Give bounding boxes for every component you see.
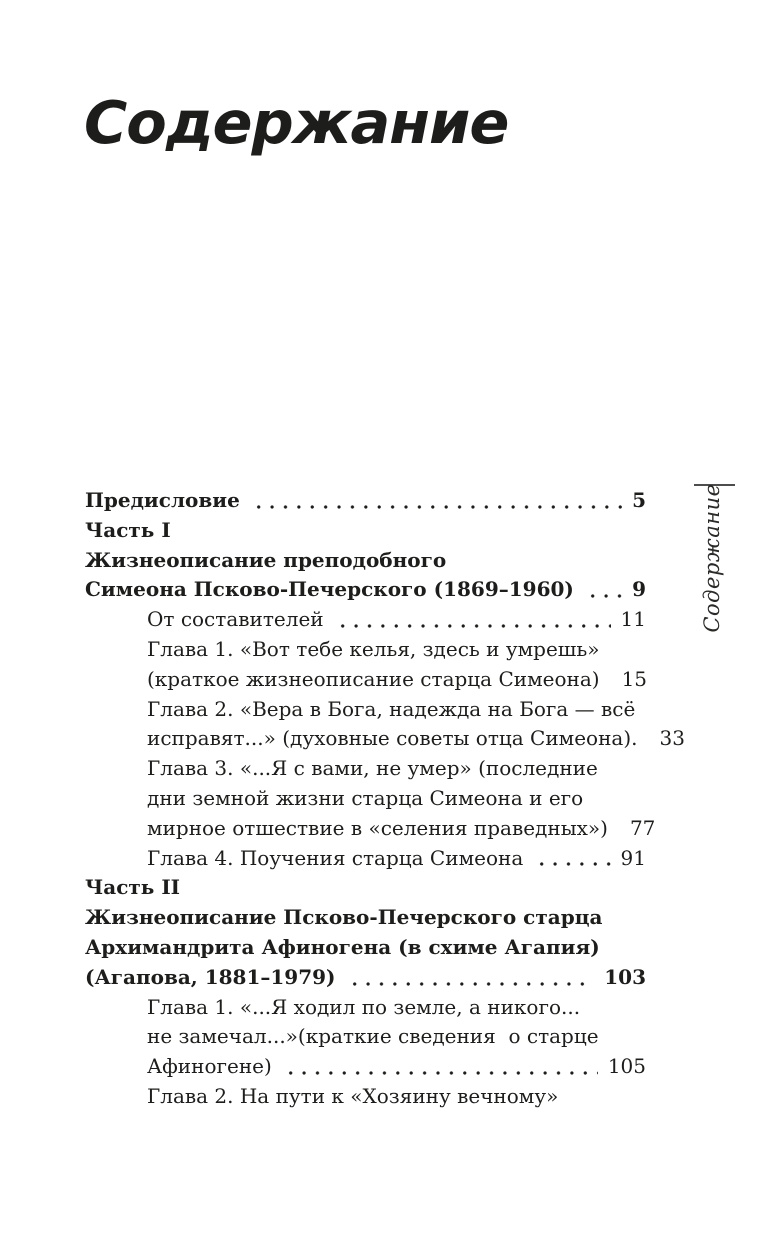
toc-entry [85,486,646,516]
toc-entry-label: Афиногене) [147,1054,272,1079]
toc-list [85,486,685,1112]
toc-entry [85,754,646,784]
page-edge-running-title: Содержание [700,483,724,633]
toc-entry [85,963,646,993]
dot-leader [348,979,595,989]
toc-entry [85,993,646,1023]
toc-entry [85,933,646,963]
toc-entry-label: (Агапова, 1881–1979) [85,964,336,989]
toc-entry [85,546,646,576]
toc-entry [85,1082,646,1112]
toc-entry [85,695,646,725]
toc-entry-label: Архимандрита Афиногена (в схиме Агапия) [85,934,600,959]
toc-entry-label: мирное отшествие в «селения праведных») [147,815,608,840]
toc-entry-label: От составителей [147,607,324,632]
toc-entry-page-number: 77 [629,815,656,840]
toc-entry [85,575,646,605]
toc-entry-label: Глава 2. На пути к «Хозяину вечному» [147,1083,559,1108]
dot-leader [252,502,622,512]
toc-entry-page-number: 5 [632,488,646,512]
toc-entry-label: Часть I [85,517,171,542]
toc-entry-page-number: 9 [632,577,646,602]
page-title: Содержание [84,88,509,157]
toc-entry-label: дни земной жизни старца Симеона и его [147,785,584,810]
toc-entry [85,635,646,665]
toc-entry-page-number: 103 [604,964,646,989]
toc-entry-page-number: 15 [621,666,648,691]
toc-entry-label: не замечал...»(краткие сведения о старце [147,1024,599,1049]
toc-entry-label: исправят...» (духовные советы отца Симеона). [147,726,638,751]
toc-entry-page-number: 33 [659,726,685,751]
toc-entry-label: Глава 1. «...Я ходил по земле, а никого... [147,994,581,1019]
toc-entry [85,1052,646,1082]
toc-entry-label: Глава 2. «Вера в Бога, надежда на Бога — всё [147,696,636,721]
toc-entry [85,1022,646,1052]
toc-entry-label: Жизнеописание Псково-Печерского старца [85,905,603,930]
toc-entry-page-number: 91 [620,845,646,870]
toc-entry-page-number: 105 [607,1054,646,1079]
dot-leader [336,621,611,631]
toc-entry-label: Симеона Псково-Печерского (1869–1960) [85,577,574,602]
toc-entry-label: Предисловие [85,488,240,512]
toc-entry-label: (краткое жизнеописание старца Симеона) [147,666,600,691]
toc-entry [85,903,646,933]
toc-entry [85,814,656,844]
toc-entry-label: Часть II [85,875,181,900]
dot-leader [284,1068,598,1078]
toc-entry-label: Жизнеописание преподобного [85,547,447,572]
toc-entry [85,844,646,874]
toc-entry-label: Глава 1. «Вот тебе келья, здесь и умрешь» [147,636,600,661]
toc-entry-page-number: 11 [620,607,646,632]
toc-entry-label: Глава 3. «...Я с вами, не умер» (последние [147,756,598,781]
toc-entry-label: Глава 4. Поучения старца Симеона [147,845,524,870]
toc-entry [85,516,646,546]
dot-leader [586,591,622,601]
toc-entry [85,784,646,814]
dot-leader [535,859,610,869]
toc-entry [85,724,685,754]
toc-entry [85,873,646,903]
toc-entry [85,665,646,695]
toc-entry [85,605,646,635]
